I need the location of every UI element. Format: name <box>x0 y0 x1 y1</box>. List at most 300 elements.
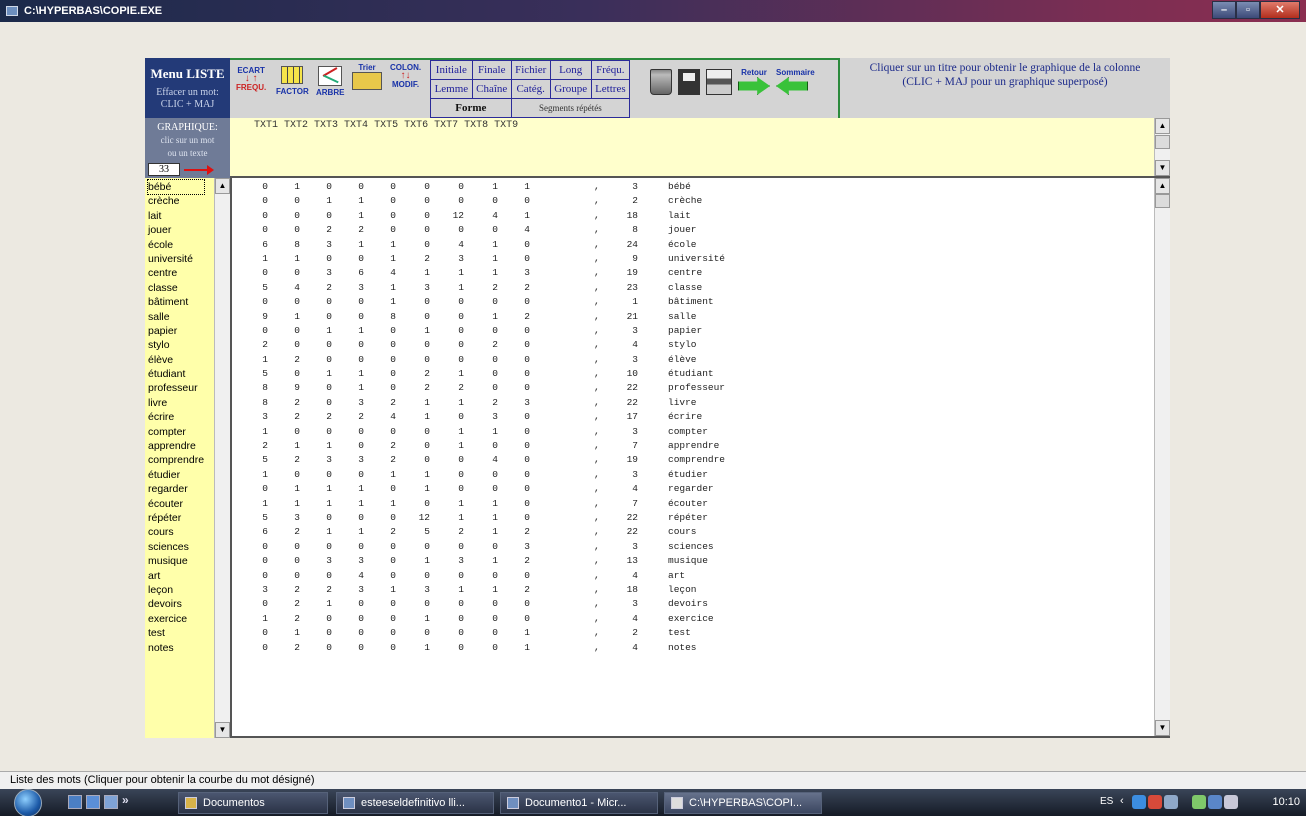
total-cell: 24 <box>626 238 638 250</box>
frequency-cell: 0 <box>326 540 332 552</box>
form-cell: écrire <box>668 411 703 423</box>
total-cell: 22 <box>626 511 638 523</box>
minimize-button[interactable]: – <box>1212 1 1236 19</box>
word-list-item[interactable]: centre <box>148 267 178 280</box>
word-list-item[interactable]: étudier <box>148 468 181 481</box>
frequency-cell: 0 <box>262 324 268 336</box>
frequency-cell: 0 <box>524 483 530 495</box>
word-list-item[interactable]: cours <box>148 526 174 539</box>
close-button[interactable]: ✕ <box>1260 1 1300 19</box>
frequency-cell: 2 <box>326 224 332 236</box>
frequency-cell: 1 <box>424 555 430 567</box>
maximize-button[interactable]: ▫ <box>1236 1 1260 19</box>
show-desktop-icon[interactable] <box>68 795 82 809</box>
language-indicator[interactable]: ES <box>1100 796 1114 807</box>
frequency-cell: 3 <box>358 555 364 567</box>
frequency-cell: 0 <box>492 296 498 308</box>
frequency-cell: 0 <box>326 511 332 523</box>
frequency-cell: 6 <box>262 238 268 250</box>
frequency-cell: 3 <box>358 396 364 408</box>
text-column-header[interactable]: TXT1 <box>254 120 279 131</box>
frequency-cell: 0 <box>458 598 464 610</box>
frequency-cell: 0 <box>524 296 530 308</box>
tab-segments-repetes[interactable]: Segments répétés <box>511 99 629 118</box>
frequency-cell: 2 <box>294 396 300 408</box>
word-list-item[interactable]: compter <box>148 425 186 438</box>
folder-icon <box>185 797 197 809</box>
frequency-cell: 3 <box>458 252 464 264</box>
tab-fichier[interactable]: Fichier <box>511 61 550 80</box>
frequency-cell: 1 <box>262 612 268 624</box>
frequency-cell: 0 <box>326 296 332 308</box>
scroll-up-icon[interactable]: ▲ <box>215 178 230 194</box>
frequency-cell: 1 <box>262 252 268 264</box>
separator: , <box>594 195 600 207</box>
separator: , <box>594 627 600 639</box>
battery-icon[interactable] <box>1192 795 1206 809</box>
frequency-cell: 0 <box>424 296 430 308</box>
frequency-cell: 0 <box>492 368 498 380</box>
frequency-cell: 0 <box>358 296 364 308</box>
frequency-cell: 0 <box>358 468 364 480</box>
taskbar <box>0 789 1306 816</box>
frequency-cell: 0 <box>262 627 268 639</box>
word-list-item[interactable]: élève <box>148 353 174 366</box>
word-list-item[interactable]: salle <box>148 310 170 323</box>
frequency-cell: 0 <box>390 598 396 610</box>
form-cell: musique <box>668 555 708 567</box>
frequency-cell: 1 <box>390 583 396 595</box>
frequency-cell: 1 <box>492 583 498 595</box>
frequency-cell: 0 <box>262 209 268 221</box>
form-cell: jouer <box>668 224 697 236</box>
frequency-cell: 0 <box>524 454 530 466</box>
word-list-item[interactable]: exercice <box>148 612 188 625</box>
modif-label: MODIF. <box>392 80 420 89</box>
form-cell: compter <box>668 425 708 437</box>
frequency-cell: 0 <box>424 540 430 552</box>
frequency-cell: 0 <box>326 353 332 365</box>
tab-long[interactable]: Long <box>550 61 591 80</box>
word-list-item[interactable]: école <box>148 238 174 251</box>
total-cell: 4 <box>632 339 638 351</box>
total-cell: 22 <box>626 396 638 408</box>
security-icon[interactable] <box>1148 795 1162 809</box>
frequency-cell: 3 <box>358 454 364 466</box>
text-column-header[interactable]: TXT7 <box>434 120 459 131</box>
task-word-doc-1[interactable] <box>336 792 494 814</box>
frequency-cell: 3 <box>326 238 332 250</box>
text-column-header[interactable]: TXT2 <box>284 120 309 131</box>
total-cell: 21 <box>626 310 638 322</box>
word-list-item[interactable]: université <box>148 252 193 265</box>
word-list-item[interactable]: notes <box>148 641 174 654</box>
frequency-cell: 1 <box>458 497 464 509</box>
text-column-header[interactable]: TXT9 <box>494 120 519 131</box>
scroll-up-icon[interactable]: ▲ <box>1155 178 1170 194</box>
arbre-label: ARBRE <box>316 88 345 97</box>
frequency-cell: 1 <box>492 555 498 567</box>
frequency-cell: 0 <box>390 353 396 365</box>
tab-initiale[interactable]: Initiale <box>431 61 473 80</box>
word-list-item[interactable]: test <box>148 627 165 640</box>
frequency-cell: 0 <box>358 310 364 322</box>
frequency-cell: 3 <box>294 511 300 523</box>
form-cell: crèche <box>668 195 703 207</box>
separator: , <box>594 440 600 452</box>
quicklaunch-chevron[interactable]: » <box>122 793 129 807</box>
tray-tool-icon[interactable] <box>1164 795 1178 809</box>
ecart-frequ-button[interactable] <box>236 66 266 92</box>
menu-liste-title[interactable]: Menu LISTE <box>150 66 225 81</box>
volume-icon[interactable] <box>1224 795 1238 809</box>
word-list-item[interactable]: comprendre <box>148 454 205 467</box>
frequency-cell: 1 <box>358 324 364 336</box>
table-scrollbar[interactable] <box>1154 178 1170 736</box>
frequency-cell: 3 <box>326 555 332 567</box>
frequency-cell: 1 <box>492 238 498 250</box>
tab-finale[interactable]: Finale <box>472 61 511 80</box>
frequency-cell: 0 <box>358 339 364 351</box>
window-controls <box>1212 1 1300 19</box>
frequency-cell: 8 <box>262 382 268 394</box>
frequency-cell: 0 <box>524 339 530 351</box>
word-list-item[interactable]: sciences <box>148 540 189 553</box>
word-list-item[interactable]: bébé <box>148 180 204 194</box>
frequency-cell: 1 <box>390 497 396 509</box>
graphique-title: GRAPHIQUE: <box>157 122 218 133</box>
frequency-cell: 0 <box>458 641 464 653</box>
separator: , <box>594 641 600 653</box>
frequency-cell: 0 <box>294 569 300 581</box>
total-cell: 1 <box>632 296 638 308</box>
frequency-cell: 1 <box>424 612 430 624</box>
word-list-scrollbar[interactable] <box>214 178 230 738</box>
frequency-cell: 0 <box>458 569 464 581</box>
text-column-header[interactable]: TXT8 <box>464 120 489 131</box>
frequency-cell: 5 <box>262 511 268 523</box>
total-cell: 4 <box>632 483 638 495</box>
frequency-cell: 5 <box>262 454 268 466</box>
frequency-cell: 2 <box>524 281 530 293</box>
form-cell: stylo <box>668 339 697 351</box>
frequency-cell: 1 <box>262 468 268 480</box>
frequency-cell: 1 <box>524 209 530 221</box>
frequency-cell: 3 <box>458 555 464 567</box>
form-cell: écouter <box>668 497 708 509</box>
task-label: C:\HYPERBAS\COPI... <box>689 797 803 809</box>
frequency-cell: 3 <box>326 454 332 466</box>
frequency-cell: 0 <box>294 555 300 567</box>
frequency-cell: 0 <box>262 224 268 236</box>
word-list-item[interactable]: apprendre <box>148 440 196 453</box>
form-cell: bébé <box>668 181 691 192</box>
frequency-cell: 2 <box>524 583 530 595</box>
text-column-header[interactable]: TXT5 <box>374 120 399 131</box>
tab-groupe[interactable]: Groupe <box>550 80 591 99</box>
form-cell: lait <box>668 209 691 221</box>
word-list-item[interactable]: étudiant <box>148 368 186 381</box>
word-list-item[interactable]: bâtiment <box>148 296 189 309</box>
form-cell: leçon <box>668 583 697 595</box>
frequency-cell: 3 <box>424 281 430 293</box>
separator: , <box>594 569 600 581</box>
frequency-cell: 0 <box>390 425 396 437</box>
factor-button[interactable] <box>276 66 309 96</box>
frequency-cell: 1 <box>262 425 268 437</box>
task-word-doc-2[interactable] <box>500 792 658 814</box>
word-list-item[interactable]: répéter <box>148 511 182 524</box>
frequency-cell: 0 <box>424 497 430 509</box>
frequency-cell: 2 <box>326 583 332 595</box>
separator: , <box>594 540 600 552</box>
frequency-cell: 3 <box>358 281 364 293</box>
word-list-item[interactable]: leçon <box>148 583 174 596</box>
frequency-cell: 0 <box>524 324 530 336</box>
frequency-cell: 3 <box>524 540 530 552</box>
frequency-cell: 0 <box>358 440 364 452</box>
window-title-bar[interactable] <box>0 0 1306 22</box>
word-list-item[interactable]: crèche <box>148 195 180 208</box>
frequency-cell: 0 <box>390 324 396 336</box>
scroll-down-icon[interactable]: ▼ <box>1155 720 1170 736</box>
frequency-cell: 0 <box>524 569 530 581</box>
frequency-cell: 0 <box>492 324 498 336</box>
scroll-down-icon[interactable]: ▼ <box>215 722 230 738</box>
word-list-item[interactable]: papier <box>148 324 178 337</box>
word-list-item[interactable]: classe <box>148 281 178 294</box>
start-button[interactable] <box>14 789 42 816</box>
word-list-item[interactable]: musique <box>148 555 188 568</box>
frequency-cell: 0 <box>326 310 332 322</box>
form-cell: bâtiment <box>668 296 714 308</box>
trier-button[interactable] <box>352 63 382 90</box>
frequency-cell: 0 <box>294 195 300 207</box>
total-cell: 3 <box>632 324 638 336</box>
header-scrollbar[interactable] <box>1154 118 1170 176</box>
task-hyperbas[interactable] <box>664 792 822 814</box>
frequency-cell: 1 <box>492 267 498 279</box>
frequency-cell: 2 <box>358 224 364 236</box>
word-list-item[interactable]: stylo <box>148 339 170 352</box>
instruction-line1: Cliquer sur un titre pour obtenir le graphique de la colonne <box>869 62 1141 74</box>
separator: , <box>594 324 600 336</box>
frequency-cell: 1 <box>326 324 332 336</box>
frequency-cell: 0 <box>424 440 430 452</box>
frequency-cell: 0 <box>262 296 268 308</box>
frequency-cell: 3 <box>326 267 332 279</box>
frequency-cell: 0 <box>262 540 268 552</box>
retour-label: Retour <box>741 68 767 77</box>
frequency-cell: 2 <box>424 382 430 394</box>
text-column-headers[interactable] <box>254 120 524 131</box>
frequency-cell: 0 <box>326 396 332 408</box>
frequency-cell: 2 <box>390 440 396 452</box>
total-cell: 8 <box>632 224 638 236</box>
scroll-thumb[interactable] <box>1155 194 1170 208</box>
retour-button[interactable] <box>738 68 770 95</box>
frequency-cell: 0 <box>492 468 498 480</box>
frequency-cell: 1 <box>390 468 396 480</box>
total-cell: 3 <box>632 353 638 365</box>
frequency-cell: 3 <box>424 583 430 595</box>
frequency-cell: 0 <box>458 339 464 351</box>
frequency-cell: 0 <box>524 440 530 452</box>
word-list-item[interactable]: lait <box>148 209 162 222</box>
separator: , <box>594 454 600 466</box>
frequency-cell: 1 <box>390 296 396 308</box>
word-count-field[interactable]: 33 <box>148 163 180 176</box>
menu-hint-line2: CLIC + MAJ <box>160 99 215 110</box>
scroll-up-icon[interactable]: ▲ <box>1155 118 1170 134</box>
frequency-cell: 0 <box>524 238 530 250</box>
total-cell: 7 <box>632 497 638 509</box>
total-cell: 3 <box>632 425 638 437</box>
frequency-cell: 0 <box>524 425 530 437</box>
frequency-cell: 0 <box>492 440 498 452</box>
word-list-item[interactable]: devoirs <box>148 598 182 611</box>
arbre-button[interactable] <box>316 66 344 97</box>
frequency-cell: 0 <box>524 497 530 509</box>
word-list-item[interactable]: écouter <box>148 497 184 510</box>
frequency-cell: 0 <box>390 511 396 523</box>
frequency-cell: 0 <box>524 195 530 207</box>
connection-icon[interactable] <box>1208 795 1222 809</box>
frequency-cell: 0 <box>358 181 364 192</box>
separator: , <box>594 425 600 437</box>
frequency-cell: 9 <box>262 310 268 322</box>
frequency-cell: 0 <box>262 569 268 581</box>
trash-icon[interactable] <box>650 69 672 95</box>
frequency-cell: 1 <box>326 368 332 380</box>
frequency-cell: 0 <box>524 612 530 624</box>
sort-icon <box>352 72 382 90</box>
frequency-cell: 0 <box>458 195 464 207</box>
frequency-cell: 1 <box>492 310 498 322</box>
frequency-cell: 1 <box>326 497 332 509</box>
tab-lettres[interactable]: Lettres <box>591 80 629 99</box>
word-list-item[interactable]: regarder <box>148 483 188 496</box>
frequency-cell: 2 <box>524 310 530 322</box>
text-column-header[interactable]: TXT6 <box>404 120 429 131</box>
text-column-header[interactable]: TXT4 <box>344 120 369 131</box>
sort-criteria-table <box>430 60 630 118</box>
frequency-cell: 1 <box>326 195 332 207</box>
text-column-header[interactable]: TXT3 <box>314 120 339 131</box>
frequency-cell: 1 <box>492 425 498 437</box>
scroll-thumb[interactable] <box>1155 135 1170 149</box>
separator: , <box>594 368 600 380</box>
frequency-cell: 0 <box>358 353 364 365</box>
tab-forme[interactable]: Forme <box>431 99 512 118</box>
word-list-panel <box>145 178 230 738</box>
word-list <box>148 180 204 655</box>
total-cell: 18 <box>626 583 638 595</box>
app-icon <box>671 797 683 809</box>
task-label: Documentos <box>203 797 265 809</box>
frequency-cell: 0 <box>424 209 430 221</box>
frequency-cell: 2 <box>458 526 464 538</box>
printer-icon[interactable] <box>706 69 732 95</box>
frequency-cell: 1 <box>492 252 498 264</box>
word-list-item[interactable]: professeur <box>148 382 198 395</box>
scroll-down-icon[interactable]: ▼ <box>1155 160 1170 176</box>
total-cell: 4 <box>632 612 638 624</box>
red-arrow-icon <box>184 169 212 171</box>
frequency-cell: 2 <box>492 396 498 408</box>
frequency-cell: 1 <box>358 526 364 538</box>
arrow-left-icon <box>776 77 808 95</box>
frequency-cell: 2 <box>524 555 530 567</box>
sommaire-button[interactable] <box>776 68 815 95</box>
tab-lemme[interactable]: Lemme <box>431 80 473 99</box>
frequency-cell: 1 <box>458 583 464 595</box>
form-cell: test <box>668 627 691 639</box>
form-cell: papier <box>668 324 703 336</box>
tab-frequ[interactable]: Fréqu. <box>591 61 629 80</box>
frequency-cell: 1 <box>358 483 364 495</box>
tray-expand-icon[interactable]: ‹ <box>1120 795 1124 807</box>
word-doc-icon <box>343 797 355 809</box>
separator: , <box>594 224 600 236</box>
form-cell: professeur <box>668 382 726 394</box>
separator: , <box>594 339 600 351</box>
frequency-cell: 2 <box>294 598 300 610</box>
tab-chaine[interactable]: Chaîne <box>472 80 511 99</box>
switch-windows-icon[interactable] <box>86 795 100 809</box>
frequency-cell: 3 <box>524 267 530 279</box>
tree-chart-icon <box>318 66 342 86</box>
frequency-cell: 0 <box>524 368 530 380</box>
frequency-cell: 0 <box>390 483 396 495</box>
tab-categ[interactable]: Catég. <box>511 80 550 99</box>
frequency-cell: 0 <box>262 267 268 279</box>
frequency-cell: 1 <box>524 627 530 639</box>
word-list-item[interactable]: art <box>148 569 161 582</box>
clock[interactable]: 10:10 <box>1272 796 1300 808</box>
total-cell: 22 <box>626 382 638 394</box>
frequency-cell: 0 <box>424 569 430 581</box>
frequency-cell: 0 <box>294 368 300 380</box>
explorer-icon[interactable] <box>104 795 118 809</box>
frequency-cell: 0 <box>262 483 268 495</box>
frequency-cell: 9 <box>294 382 300 394</box>
colon-modif-button[interactable] <box>390 63 421 89</box>
word-list-item[interactable]: écrire <box>148 411 175 424</box>
frequency-cell: 2 <box>326 411 332 423</box>
word-list-item[interactable]: livre <box>148 396 168 409</box>
word-list-item[interactable]: jouer <box>148 224 172 237</box>
frequency-cell: 2 <box>424 368 430 380</box>
frequency-cell: 2 <box>294 612 300 624</box>
form-cell: apprendre <box>668 440 720 452</box>
task-documentos[interactable] <box>178 792 328 814</box>
network-icon[interactable] <box>1132 795 1146 809</box>
form-cell: étudier <box>668 468 708 480</box>
frequency-cell: 1 <box>458 425 464 437</box>
frequency-cell: 0 <box>326 468 332 480</box>
frequency-cell: 2 <box>424 252 430 264</box>
total-cell: 4 <box>632 569 638 581</box>
floppy-icon[interactable] <box>678 69 700 95</box>
frequency-cell: 0 <box>294 209 300 221</box>
frequency-cell: 0 <box>492 598 498 610</box>
frequency-cell: 0 <box>424 627 430 639</box>
separator: , <box>594 411 600 423</box>
frequency-cell: 1 <box>262 497 268 509</box>
frequency-cell: 0 <box>358 627 364 639</box>
menu-liste-panel <box>145 58 230 118</box>
